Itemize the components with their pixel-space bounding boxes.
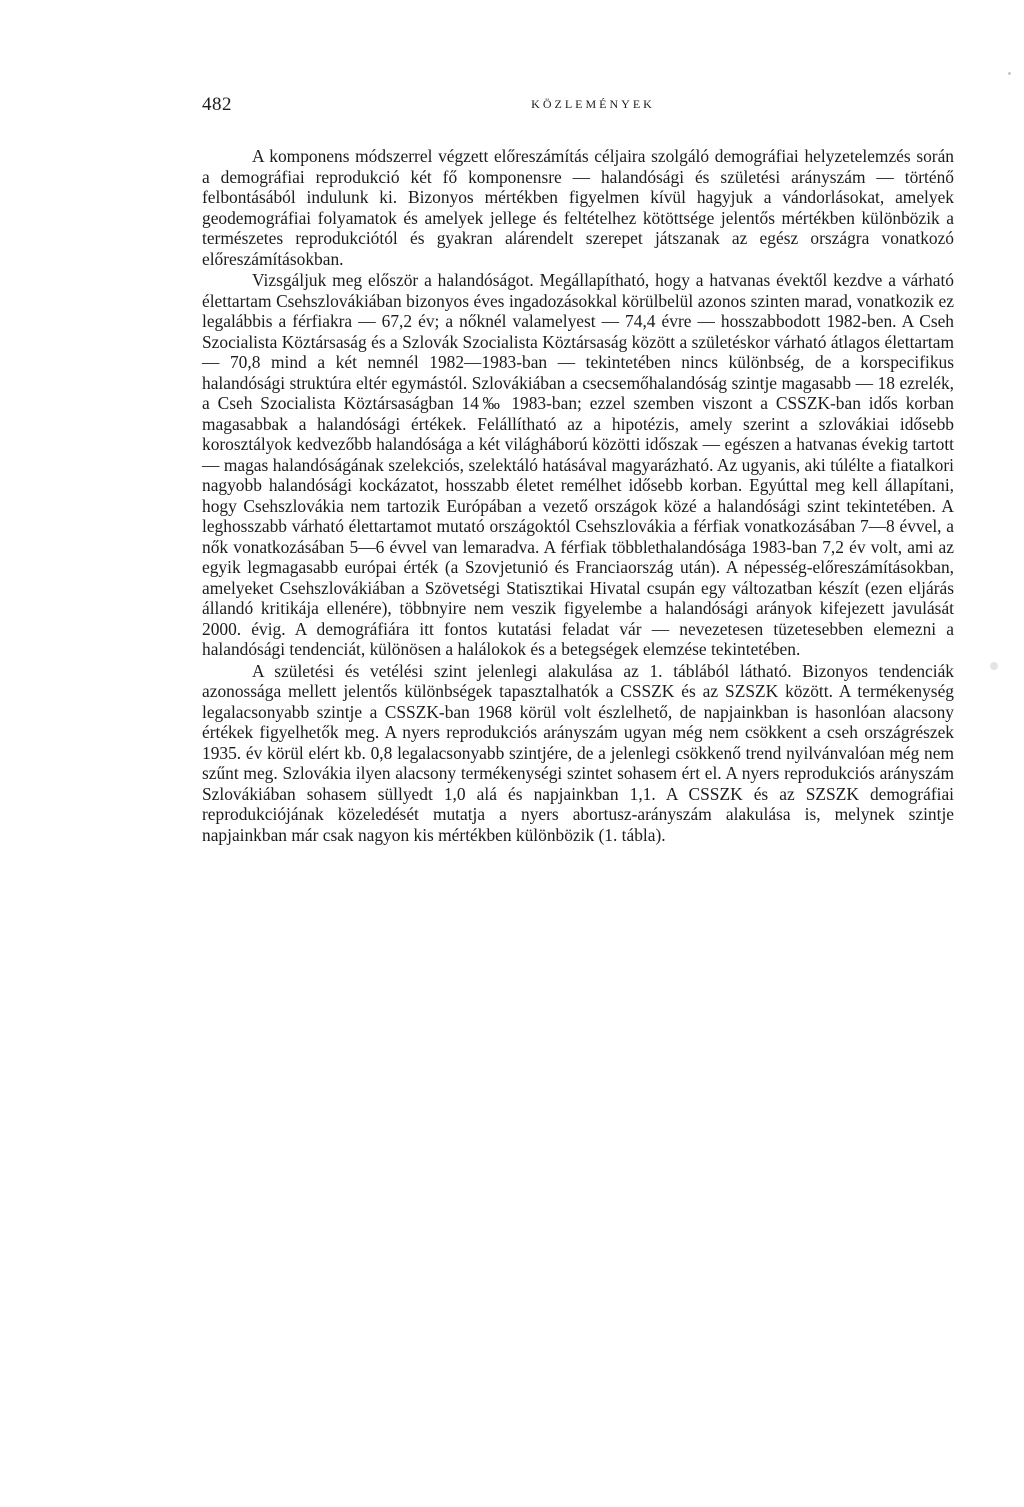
body-text: [202, 146, 954, 845]
page-number: 482: [202, 94, 232, 115]
paragraph-methodology: A komponens módszerrel végzett előreszámítás céljaira szolgáló demográfiai helyzetelemzés során a demográfiai reprodukció két fő komponensre — halandósági és születési arányszám — történő felbontásából indulunk ki. Bizonyos mértékben figyelmen kívül hagyjuk a vándorlásokat, amelyek geodemográfiai folyamatok és amelyek jellege és feltételhez kötöttsége jelentős mértékben különbözik a természetes reprodukciótól és gyakran alárendelt szerepet játszanak az egész országra vonatkozó előreszámításokban.: [202, 146, 954, 269]
paragraph-fertility: A születési és vetélési szint jelenlegi alakulása az 1. táblából látható. Bizonyos tendenciák azonossága mellett jelentős különbségek tapasztalhatók a CSSZK és az SZSZK között. A termékenység legalacsonyabb szintje a CSSZK-ban 1968 körül volt észlelhető, de napjainkban is hasonlóan alacsony értékek figyelhetők meg. A nyers reprodukciós arányszám ugyan még nem csökkent a cseh országrészek 1935. év körül elért kb. 0,8 legalacsonyabb szintjére, de a jelenlegi csökkenő trend nyilvánvalóan még nem szűnt meg. Szlovákia ilyen alacsony termékenységi szintet sohasem ért el. A nyers reprodukciós arányszám Szlovákiában sohasem süllyedt 1,0 alá és napjainkban 1,1. A CSSZK és az SZSZK demográfiai reprodukciójának közeledését mutatja a nyers abortusz-arányszám alakulása is, melynek szintje napjainkban már csak nagyon kis mértékben különbözik (1. tábla).: [202, 660, 954, 845]
running-head: KÖZLEMÉNYEK: [531, 97, 655, 111]
scan-speck-right-margin: [990, 662, 998, 670]
paragraph-mortality: Vizsgáljuk meg először a halandóságot. Megállapítható, hogy a hatvanas évektől kezdve a várható élettartam Csehszlovákiában bizonyos éves ingadozásokkal körülbelül azonos szinten marad, vonatkozik ez legalábbis a férfiakra — 67,2 év; a nőknél valamelyest — 74,4 évre — hosszabbodott 1982-ben. A Cseh Szocialista Köztársaság és a Szlovák Szocialista Köztársaság között a születéskor várható átlagos élettartam — 70,8 mind a két nemnél 1982—1983-ban — tekintetében nincs különbség, de a korspecifikus halandósági struktúra eltér egymástól. Szlovákiában a csecsemőhalandóság szintje magasabb — 18 ezrelék, a Cseh Szocialista Köztársaságban 14‰ 1983-ban; ezzel szemben viszont a CSSZK-ban idős korban magasabbak a halandósági értékek. Felállítható az a hipotézis, amely szerint a szlovákiai idősebb korosztályok kedvezőbb halandósága a két világháború közötti időszak — egészen a hatvanas évekig tartott — magas halandóságának szelekciós, szelektáló hatásával magyarázható. Az ugyanis, aki túlélte a fiatalkori nagyobb halandósági kockázatot, hosszabb életet remélhet idősebb korban. Egyúttal meg kell állapítani, hogy Csehszlovákia nem tartozik Európában a vezető országok közé a halandósági szint tekintetében. A leghosszabb várható élettartamot mutató országoktól Csehszlovákia a férfiak vonatkozásában 7—8 évvel, a nők vonatkozásában 5—6 évvel van lemaradva. A férfiak többlethalandósága 1983-ban 7,2 év volt, ami az egyik legmagasabb európai érték (a Szovjetunió és Franciaország után). A népesség-előreszámításokban, amelyeket Csehszlovákiában a Szövetségi Statisztikai Hivatal csupán egy változatban készít (ezen eljárás állandó kritikája ellenére), többnyire nem veszik figyelembe a halandósági arányok kifejezett javulását 2000. évig. A demográfiára itt fontos kutatási feladat vár — nevezetesen tüzetesebben elemezni a halandósági tendenciát, különösen a halálokok és a betegségek elemzése tekintetében.: [202, 270, 954, 659]
page-header: [202, 94, 954, 120]
scan-speck-top-right: [1008, 72, 1011, 75]
